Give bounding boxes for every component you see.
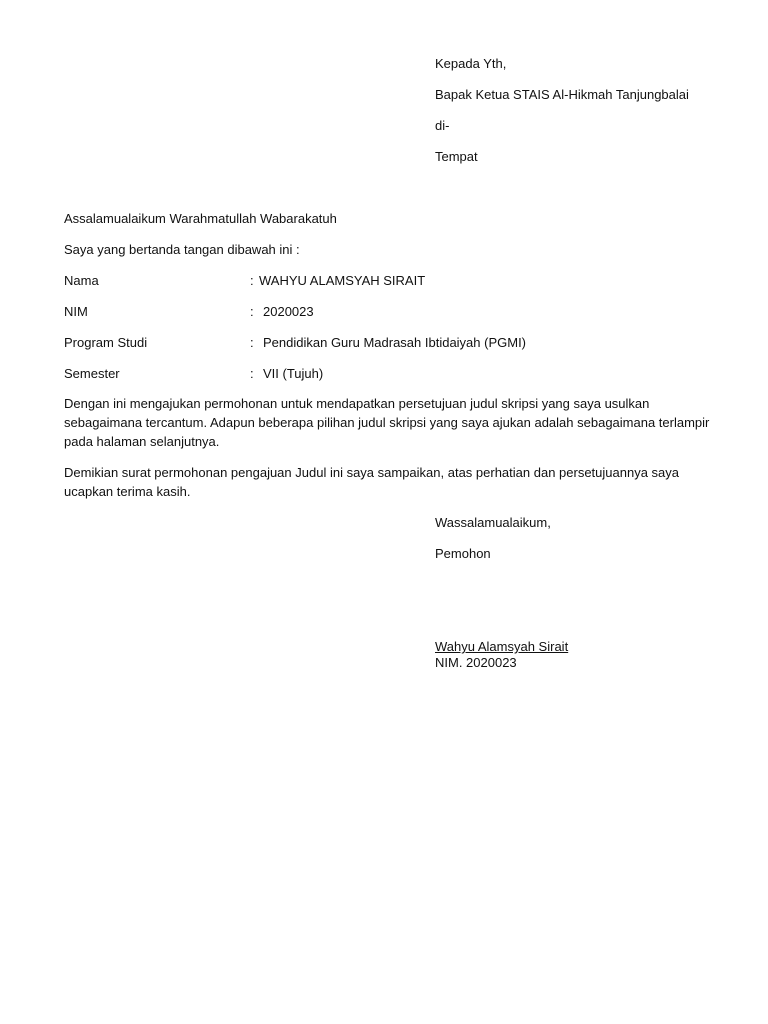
field-colon: :	[250, 366, 254, 381]
field-label: Program Studi	[64, 335, 148, 350]
field-colon: :	[250, 304, 254, 319]
field-value: Pendidikan Guru Madrasah Ibtidaiyah (PGMI)	[263, 335, 527, 350]
body-paragraph-1-line-3: pada halaman selanjutnya.	[64, 434, 220, 449]
body-paragraph-2-line-1: Demikian surat permohonan pengajuan Judul ini saya sampaikan, atas perhatian dan persetujuannya saya	[64, 465, 680, 480]
body-paragraph-1-line-1: Dengan ini mengajukan permohonan untuk mendapatkan persetujuan judul skripsi yang saya usulkan	[64, 396, 650, 411]
body-paragraph-2-line-2: ucapkan terima kasih.	[64, 484, 191, 499]
field-colon: :	[250, 273, 254, 288]
signer-name: Wahyu Alamsyah Sirait	[435, 639, 569, 654]
greeting: Assalamualaikum Warahmatullah Wabarakatuh	[64, 211, 337, 226]
field-value: WAHYU ALAMSYAH SIRAIT	[259, 273, 426, 288]
body-paragraph-1-line-2: sebagaimana tercantum. Adapun beberapa pilihan judul skripsi yang saya ajukan adalah sebagaimana terlampir	[64, 415, 710, 430]
recipient-prefix: di-	[435, 118, 450, 133]
intro-text: Saya yang bertanda tangan dibawah ini :	[64, 242, 300, 257]
field-value: 2020023	[263, 304, 314, 319]
recipient-place: Tempat	[435, 149, 478, 164]
signer-nim: NIM. 2020023	[435, 655, 517, 670]
recipient-salutation: Kepada Yth,	[435, 56, 507, 71]
closing-role: Pemohon	[435, 546, 491, 561]
field-label: Semester	[64, 366, 120, 381]
field-label: Nama	[64, 273, 99, 288]
closing-farewell: Wassalamualaikum,	[435, 515, 551, 530]
field-label: NIM	[64, 304, 88, 319]
recipient-addressee: Bapak Ketua STAIS Al-Hikmah Tanjungbalai	[435, 87, 689, 102]
field-value: VII (Tujuh)	[263, 366, 324, 381]
field-colon: :	[250, 335, 254, 350]
